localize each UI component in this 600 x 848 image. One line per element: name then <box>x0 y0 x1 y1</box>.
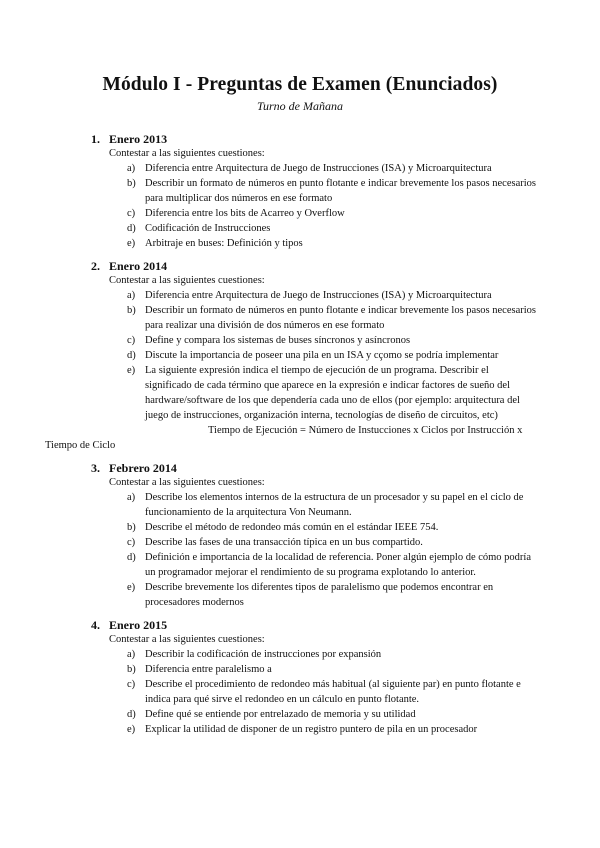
question-item <box>0 348 600 363</box>
section-number: 4. <box>91 618 100 632</box>
item-label: c) <box>127 208 136 219</box>
exam-section <box>0 618 600 737</box>
item-text: Discute la importancia de poseer una pila en un ISA y cçomo se podría implementar <box>145 350 499 361</box>
question-item <box>0 662 600 677</box>
section-title: Enero 2015 <box>109 618 168 632</box>
item-label: e) <box>127 724 136 735</box>
item-label: e) <box>127 365 136 376</box>
item-label: c) <box>127 335 136 346</box>
item-label: a) <box>127 290 136 301</box>
question-item <box>0 580 600 610</box>
question-items <box>0 288 600 423</box>
item-label: a) <box>127 492 136 503</box>
question-item <box>0 221 600 236</box>
question-items <box>0 161 600 251</box>
exam-section <box>0 259 600 453</box>
section-number: 3. <box>91 461 100 475</box>
item-label: b) <box>127 664 136 675</box>
question-item <box>0 288 600 303</box>
item-label: d) <box>127 350 136 361</box>
question-item <box>0 206 600 221</box>
item-text: Diferencia entre Arquitectura de Juego de Instrucciones (ISA) y Microarquitectura <box>145 290 492 301</box>
item-text: Describe brevemente los diferentes tipos de paralelismo que podemos encontrar en procesadores modernos <box>145 582 494 608</box>
section-intro: Contestar a las siguientes cuestiones: <box>109 477 265 488</box>
section-intro: Contestar a las siguientes cuestiones: <box>109 634 265 645</box>
item-text: Diferencia entre paralelismo a <box>145 664 272 675</box>
section-title: Enero 2014 <box>109 259 168 273</box>
item-text: Describir un formato de números en punto flotante e indicar brevemente los pasos necesarios para multiplicar dos números en ese formato <box>145 178 536 204</box>
question-item <box>0 647 600 662</box>
question-item <box>0 707 600 722</box>
document-subtitle: Turno de Mañana <box>256 99 343 113</box>
question-item <box>0 176 600 206</box>
item-label: e) <box>127 238 136 249</box>
item-text: Describe las fases de una transacción típica en un bus compartido. <box>145 537 423 548</box>
item-text: Define qué se entiende por entrelazado de memoria y su utilidad <box>145 709 416 720</box>
section-intro: Contestar a las siguientes cuestiones: <box>109 275 265 286</box>
item-label: e) <box>127 582 136 593</box>
question-list <box>0 132 600 737</box>
section-number: 1. <box>91 132 100 146</box>
item-label: b) <box>127 522 136 533</box>
item-text: Describir un formato de números en punto flotante e indicar brevemente los pasos necesarios para realizar una división de dos números en ese formato <box>145 305 536 331</box>
question-item <box>0 236 600 251</box>
item-text: Describe los elementos internos de la estructura de un procesador y su papel en el ciclo de funcionamiento de la arquitectura Von Neumann. <box>145 492 524 518</box>
formula-line: Tiempo de Ejecución = Número de Instucciones x Ciclos por Instrucción x <box>208 425 523 436</box>
item-text: Arbitraje en buses: Definición y tipos <box>145 238 303 249</box>
question-item <box>0 550 600 580</box>
question-item <box>0 333 600 348</box>
item-text: Explicar la utilidad de disponer de un registro puntero de pila en un procesador <box>145 724 478 735</box>
section-title: Enero 2013 <box>109 132 168 146</box>
item-text: Define y compara los sistemas de buses síncronos y asíncronos <box>145 335 411 346</box>
question-items <box>0 490 600 610</box>
section-title: Febrero 2014 <box>109 461 177 475</box>
item-label: d) <box>127 223 136 234</box>
item-text: Diferencia entre los bits de Acarreo y Overflow <box>145 208 345 219</box>
document-title: Módulo I - Preguntas de Examen (Enunciados) <box>102 74 498 95</box>
item-text: Describe el procedimiento de redondeo más habitual (al siguiente par) en punto flotante e indica para qué sirve el redondeo en un cálculo en punto flotante. <box>145 679 521 705</box>
question-item <box>0 303 600 333</box>
item-label: a) <box>127 163 136 174</box>
section-heading <box>0 461 600 476</box>
section-heading <box>0 132 600 147</box>
question-item <box>0 490 600 520</box>
question-item <box>0 161 600 176</box>
question-items <box>0 647 600 737</box>
exam-section <box>0 132 600 251</box>
item-label: d) <box>127 709 136 720</box>
item-label: b) <box>127 178 136 189</box>
section-heading <box>0 259 600 274</box>
item-text: La siguiente expresión indica el tiempo de ejecución de un programa. Describir el significado de cada término que aparece en la expresión e indicar factores de sueño del hardware/software de los que dependería cada uno de ellos (por ejemplo: arquitectura del juego de instrucciones, organización interna, tecnologías de diseño de circuitos, etc) <box>145 365 520 421</box>
section-heading <box>0 618 600 633</box>
question-item <box>0 520 600 535</box>
formula-line-continued: Tiempo de Ciclo <box>45 440 116 451</box>
item-label: b) <box>127 305 136 316</box>
item-text: Describir la codificación de instrucciones por expansión <box>145 649 382 660</box>
question-item <box>0 677 600 707</box>
question-item <box>0 722 600 737</box>
item-text: Describe el método de redondeo más común en el estándar IEEE 754. <box>145 522 439 533</box>
item-label: c) <box>127 537 136 548</box>
item-text: Codificación de Instrucciones <box>145 223 271 234</box>
section-intro: Contestar a las siguientes cuestiones: <box>109 148 265 159</box>
item-label: d) <box>127 552 136 563</box>
section-number: 2. <box>91 259 100 273</box>
question-item <box>0 535 600 550</box>
item-text: Diferencia entre Arquitectura de Juego de Instrucciones (ISA) y Microarquitectura <box>145 163 492 174</box>
item-label: a) <box>127 649 136 660</box>
item-label: c) <box>127 679 136 690</box>
item-text: Definición e importancia de la localidad de referencia. Poner algún ejemplo de cómo podría un programador mejorar el rendimiento de su programa explotando lo anterior. <box>145 552 532 578</box>
exam-section <box>0 461 600 610</box>
question-item <box>0 363 600 423</box>
